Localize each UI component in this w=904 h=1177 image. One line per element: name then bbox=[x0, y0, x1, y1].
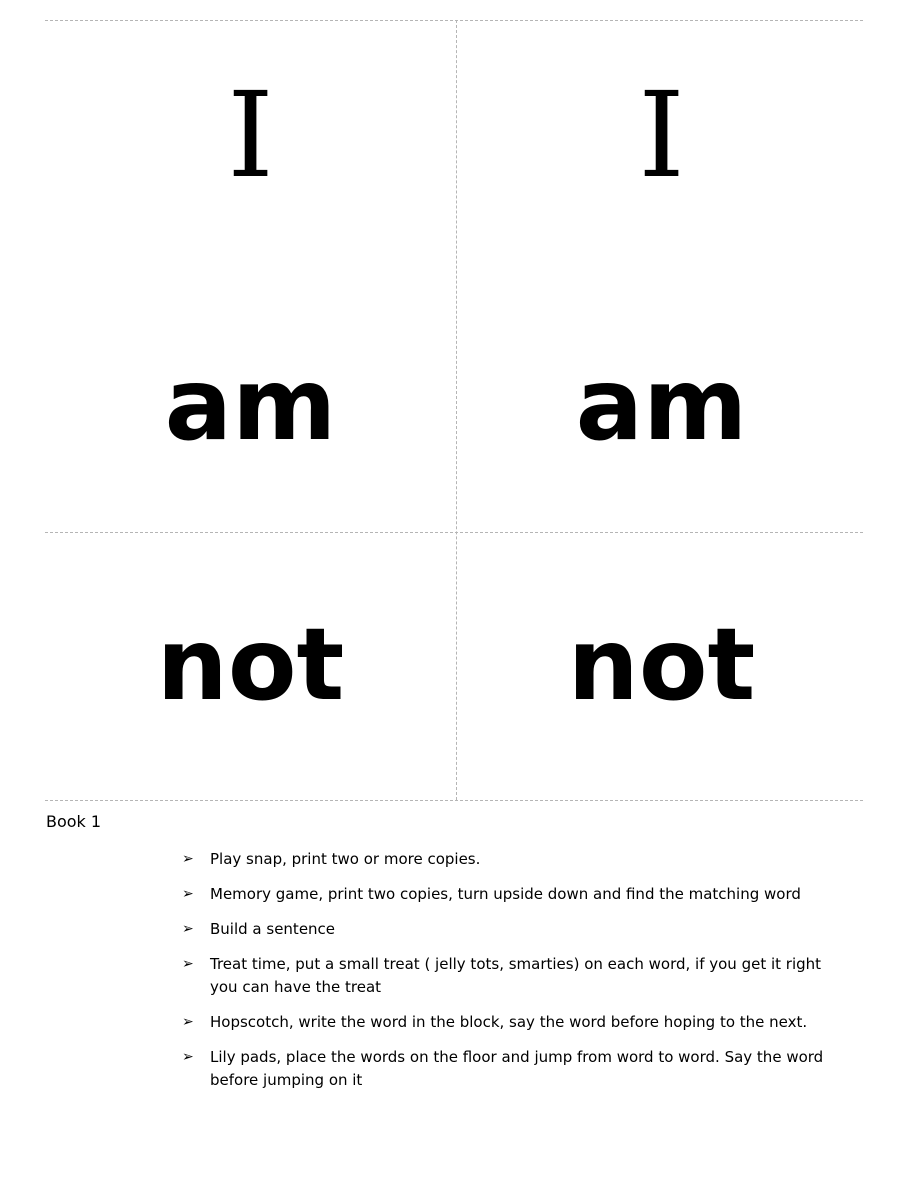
word-card-2 bbox=[456, 60, 867, 210]
arrow-bullet-icon: ➢ bbox=[182, 886, 194, 902]
instruction-item bbox=[180, 883, 840, 906]
instruction-text: Build a sentence bbox=[210, 920, 336, 938]
card-word: am bbox=[575, 346, 748, 463]
instruction-item bbox=[180, 848, 840, 871]
word-card-4 bbox=[456, 340, 867, 470]
arrow-bullet-icon: ➢ bbox=[182, 1014, 194, 1030]
instruction-text: Hopscotch, write the word in the block, say the word before hoping to the next. bbox=[210, 1013, 808, 1031]
instruction-text: Treat time, put a small treat ( jelly tots, smarties) on each word, if you get it right you can have the treat bbox=[210, 955, 822, 996]
word-card-3 bbox=[45, 340, 456, 470]
arrow-bullet-icon: ➢ bbox=[182, 851, 194, 867]
instruction-text: Lily pads, place the words on the floor and jump from word to word. Say the word before jumping on it bbox=[210, 1048, 824, 1089]
instruction-item bbox=[180, 1046, 840, 1092]
instruction-list bbox=[180, 848, 840, 1104]
card-word: I bbox=[227, 66, 274, 204]
cut-line-middle bbox=[45, 532, 863, 533]
cut-line-bottom bbox=[45, 800, 863, 801]
card-word: I bbox=[638, 66, 685, 204]
card-word: not bbox=[567, 606, 756, 723]
book-label: Book 1 bbox=[46, 812, 102, 831]
instruction-item bbox=[180, 953, 840, 999]
arrow-bullet-icon: ➢ bbox=[182, 1049, 194, 1065]
instruction-item bbox=[180, 1011, 840, 1034]
cut-line-top bbox=[45, 20, 863, 21]
instruction-item bbox=[180, 918, 840, 941]
arrow-bullet-icon: ➢ bbox=[182, 921, 194, 937]
instruction-text: Memory game, print two copies, turn upside down and find the matching word bbox=[210, 885, 801, 903]
card-word: am bbox=[164, 346, 337, 463]
instruction-text: Play snap, print two or more copies. bbox=[210, 850, 481, 868]
word-card-1 bbox=[45, 60, 456, 210]
arrow-bullet-icon: ➢ bbox=[182, 956, 194, 972]
word-card-6 bbox=[456, 600, 867, 730]
card-word: not bbox=[156, 606, 345, 723]
word-card-5 bbox=[45, 600, 456, 730]
